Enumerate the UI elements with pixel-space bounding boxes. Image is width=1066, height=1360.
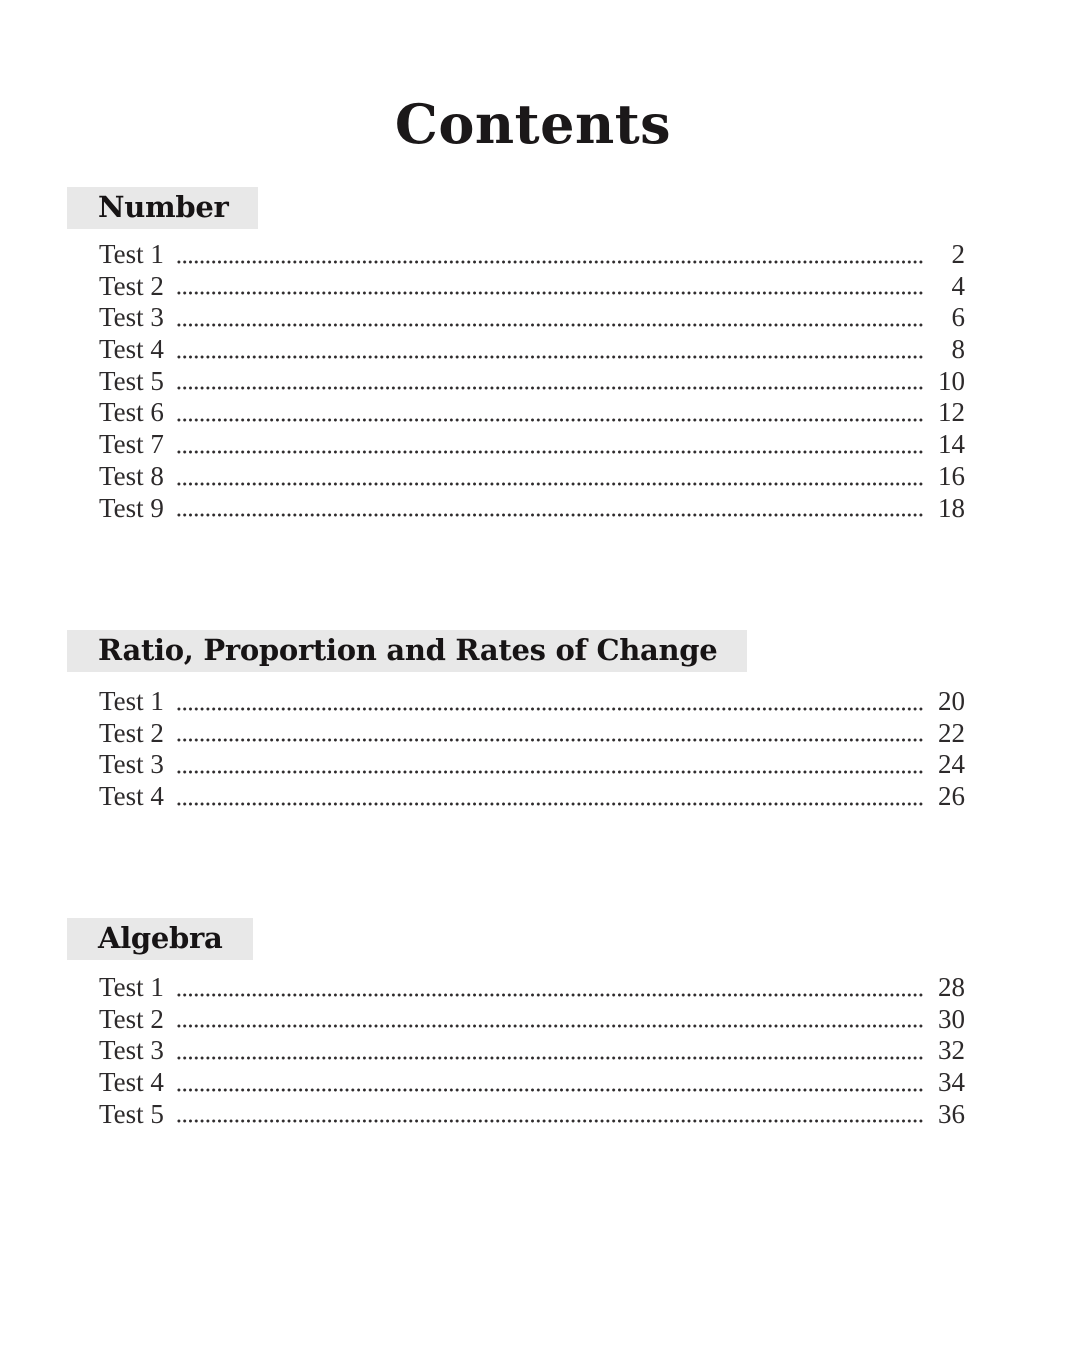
toc-entry-label: Test 1 (99, 239, 164, 269)
dot-leader (175, 781, 924, 813)
toc-list-ratio (99, 686, 965, 813)
toc-entry-page: 18 (938, 492, 965, 523)
toc-entry-page: 6 (951, 302, 965, 333)
toc-entry-page: 8 (951, 334, 965, 365)
toc-entry (99, 1004, 965, 1036)
dot-leader (175, 1067, 924, 1099)
toc-entry (99, 1035, 965, 1067)
toc-entry (99, 972, 965, 1004)
toc-entry-label: Test 4 (99, 334, 164, 365)
toc-entry-page: 22 (938, 717, 965, 748)
section-heading-label: Number (98, 190, 229, 224)
toc-entry-label: Test 1 (99, 686, 164, 716)
toc-entry (99, 334, 965, 366)
toc-entry-page: 10 (938, 365, 965, 396)
toc-entry-label: Test 2 (99, 717, 164, 748)
toc-entry (99, 781, 965, 813)
toc-entry-label: Test 6 (99, 397, 164, 428)
toc-entry (99, 1099, 965, 1131)
toc-entry-label: Test 2 (99, 270, 164, 301)
dot-leader (175, 397, 924, 429)
toc-list-number (99, 239, 965, 524)
toc-entry (99, 461, 965, 493)
section-heading-number (67, 187, 258, 229)
toc-entry-page: 14 (938, 429, 965, 460)
toc-entry-page: 34 (938, 1067, 965, 1098)
dot-leader (175, 1099, 924, 1131)
dot-leader (175, 429, 924, 461)
dot-leader (175, 1004, 924, 1036)
toc-entry-label: Test 1 (99, 972, 164, 1002)
dot-leader (175, 271, 924, 303)
toc-entry (99, 686, 965, 718)
toc-entry-page: 20 (938, 686, 965, 716)
section-heading-label: Ratio, Proportion and Rates of Change (98, 633, 718, 667)
toc-entry-page: 2 (951, 239, 965, 269)
page-title: Contents (394, 92, 672, 157)
toc-entry (99, 397, 965, 429)
toc-entry-label: Test 5 (99, 365, 164, 396)
toc-entry-label: Test 5 (99, 1098, 164, 1129)
toc-entry-page: 4 (951, 270, 965, 301)
dot-leader (175, 718, 924, 750)
toc-entry-page: 30 (938, 1003, 965, 1034)
dot-leader (175, 302, 924, 334)
dot-leader (175, 366, 924, 398)
toc-entry (99, 239, 965, 271)
toc-entry-label: Test 4 (99, 781, 164, 812)
toc-entry (99, 271, 965, 303)
toc-entry-label: Test 3 (99, 749, 164, 780)
toc-entry-label: Test 7 (99, 429, 164, 460)
dot-leader (175, 461, 924, 493)
toc-entry (99, 493, 965, 525)
section-heading-ratio (67, 630, 747, 672)
dot-leader (175, 239, 924, 271)
toc-entry-label: Test 8 (99, 460, 164, 491)
toc-entry (99, 718, 965, 750)
dot-leader (175, 972, 924, 1004)
toc-entry (99, 1067, 965, 1099)
toc-list-algebra (99, 972, 965, 1130)
toc-entry-label: Test 9 (99, 492, 164, 523)
toc-entry-label: Test 3 (99, 302, 164, 333)
toc-entry (99, 302, 965, 334)
toc-entry-page: 16 (938, 460, 965, 491)
section-heading-label: Algebra (98, 921, 223, 955)
toc-entry-label: Test 3 (99, 1035, 164, 1066)
toc-entry-page: 12 (938, 397, 965, 428)
toc-entry (99, 366, 965, 398)
toc-entry (99, 749, 965, 781)
dot-leader (175, 1035, 924, 1067)
toc-entry-page: 36 (938, 1098, 965, 1129)
toc-entry-page: 28 (938, 972, 965, 1002)
toc-entry-label: Test 2 (99, 1003, 164, 1034)
dot-leader (175, 493, 924, 525)
toc-entry-page: 26 (938, 781, 965, 812)
toc-entry-label: Test 4 (99, 1067, 164, 1098)
dot-leader (175, 334, 924, 366)
dot-leader (175, 749, 924, 781)
dot-leader (175, 686, 924, 718)
toc-entry-page: 24 (938, 749, 965, 780)
toc-entry-page: 32 (938, 1035, 965, 1066)
toc-entry (99, 429, 965, 461)
section-heading-algebra (67, 918, 253, 960)
